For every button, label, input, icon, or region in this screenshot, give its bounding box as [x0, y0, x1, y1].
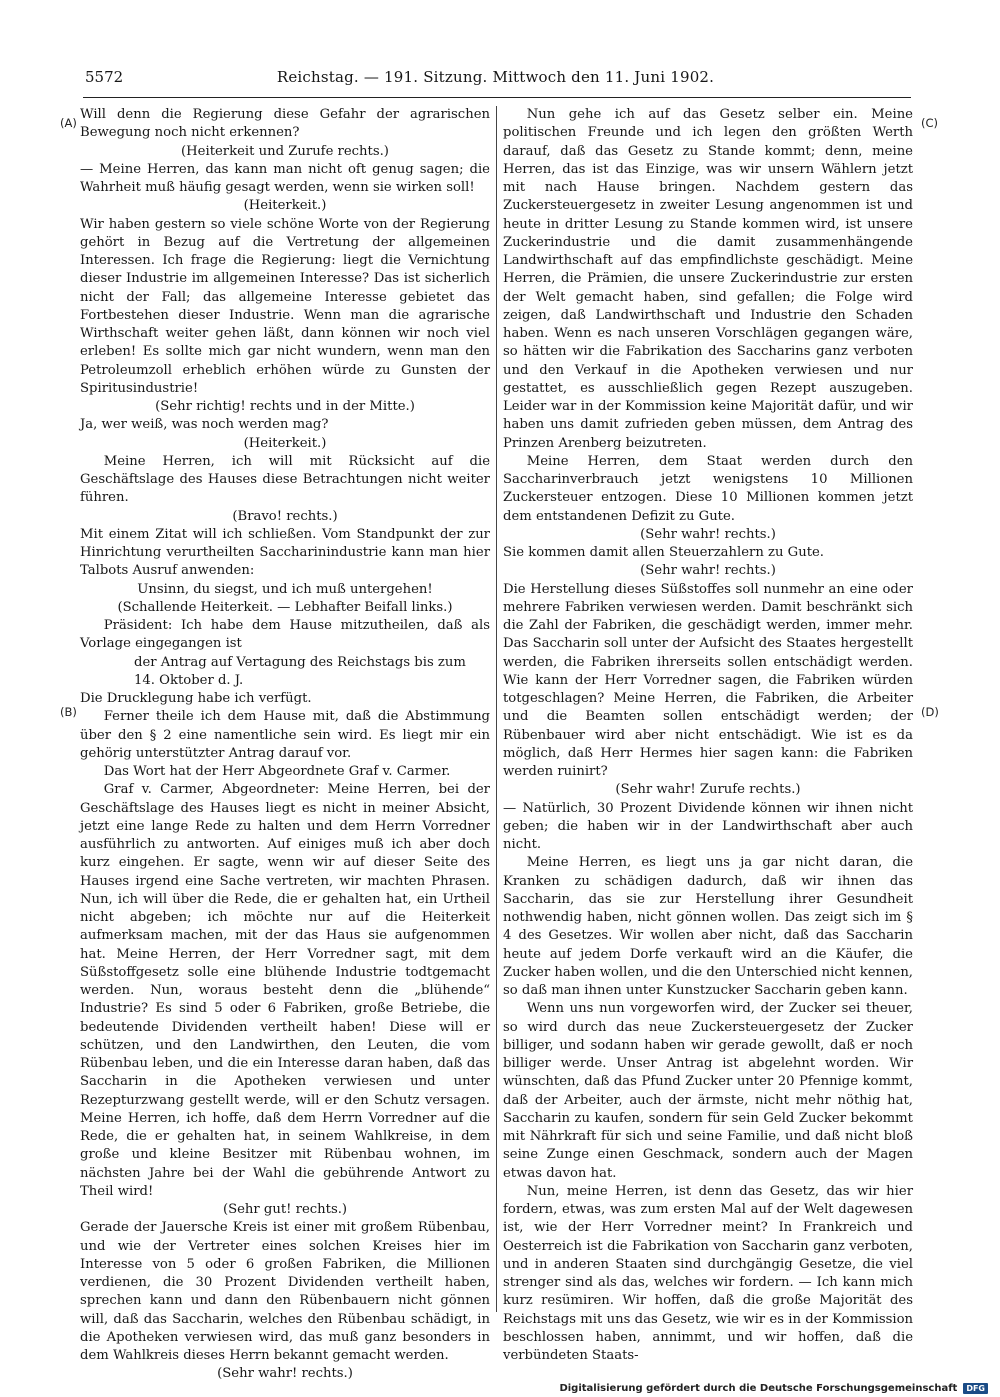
- interjection: (Heiterkeit.): [243, 435, 327, 451]
- dfg-logo: DFG: [963, 1383, 988, 1394]
- margin-marker-c: (C): [921, 116, 939, 130]
- paragraph: Meine Herren, es liegt uns ja gar nicht daran, die Kranken zu schädigen dadurch, daß wir ihnen das Saccharin, das sie zur Herstellung ihrer Gesundheit nothwendig haben, nicht gönnen wollen. Das zeigt sich im § 4 des Gesetzes. Wir wollen aber nicht, daß das Saccharin heute auf jedem Dorfe verkauft wird an die Käufer, die Zucker haben wollen, und die den Unterschied nicht kennen, so daß man ihnen unter Kunstzucker Saccharin geben kann.: [503, 855, 913, 998]
- running-title: Reichstag. — 191. Sitzung. Mittwoch den 11. Juni 1902.: [276, 68, 715, 86]
- paragraph: Meine Herren, dem Staat werden durch den Saccharinverbrauch jetzt wenigstens 10 Millionen Zuckersteuer entzogen. Diese 10 Millionen kommen jetzt dem entstandenen Defizit zu Gute.: [503, 453, 913, 524]
- paragraph: — Meine Herren, das kann man nicht oft genug sagen; die Wahrheit muß häufig gesagt werden, wenn sie wirken soll!: [80, 161, 490, 195]
- interjection: (Sehr wahr! rechts.): [640, 526, 776, 542]
- paragraph: Die Herstellung dieses Süßstoffes soll nunmehr an eine oder mehrere Fabriken verwiesen werden. Damit beschränkt sich die Zahl der Fabriken, die geschädigt werden, immer mehr. Das Saccharin soll unter der Aufsicht des Staates hergestellt werden, die Fabriken ihrerseits sollen entschädigt werden. Wie kann der Herr Vorredner sagen, die Fabriken würden totgeschlagen? Meine Herren, die Fabriken, die Arbeiter und die Beamten sollen entschädigt werden; der Rübenbauer wird aber nicht entschädigt. Wie ist es da möglich, daß Herr Hermes hier sagen kann: die Fabriken werden ruinirt?: [503, 581, 913, 779]
- paragraph: der Antrag auf Vertagung des Reichstags bis zum 14. Oktober d. J.: [134, 654, 466, 688]
- interjection: (Bravo! rechts.): [232, 508, 338, 524]
- paragraph: Das Wort hat der Herr Abgeordnete Graf v. Carmer.: [103, 764, 451, 779]
- left-column: [80, 106, 490, 1384]
- footer-credit-text: Digitalisierung gefördert durch die Deutsche Forschungsgemeinschaft: [559, 1383, 958, 1394]
- paragraph: Ferner theile ich dem Hause mit, daß die Abstimmung über den § 2 eine namentliche sein wird. Es liegt mir ein gehörig unterstützter Antrag darauf vor.: [80, 709, 490, 761]
- right-column: [503, 106, 913, 1365]
- paragraph: Nun, meine Herren, ist denn das Gesetz, das wir hier fordern, etwas, was zum ersten Mal auf der Welt dagewesen ist, wie der Herr Vorredner meint? In Frankreich und Oesterreich ist die Fabrikation von Saccharin ganz verboten, und in anderen Staaten sind durchgängig Gesetze, die viel strenger sind als das, welches wir fordern. — Ich kann mich kurz resümiren. Wir hoffen, daß die große Majorität des Reichstags mit uns das Gesetz, wie wir es in der Kommission beschlossen haben, annimmt, und wir hoffen, daß die verbündeten Staats-: [503, 1183, 913, 1363]
- page-number: 5572: [85, 68, 124, 86]
- interjection: (Schallende Heiterkeit. — Lebhafter Beifall links.): [117, 599, 453, 615]
- paragraph: Will denn die Regierung diese Gefahr der agrarischen Bewegung noch nicht erkennen?: [80, 107, 490, 141]
- paragraph: Ja, wer weiß, was noch werden mag?: [80, 417, 329, 433]
- interjection: (Sehr wahr! rechts.): [640, 563, 776, 579]
- header-rule: [83, 97, 911, 98]
- paragraph: Nun gehe ich auf das Gesetz selber ein. Meine politischen Freunde und ich legen den größten Werth darauf, daß das Gesetz zu Stande kommt; denn, meine Herren, das ist das Einzige, was wir unsern Wählern jetzt mit nach Hause bringen. Nachdem gestern das Zuckersteuergesetz in zweiter Lesung angenommen ist und heute in dritter Lesung zu Stande kommen wird, ist unsere Zuckerindustrie und die damit zusammenhängende Landwirthschaft auf das empfindlichste geschädigt. Meine Herren, die Prämien, die unsere Zuckerindustrie zur ersten der Welt gemacht haben, sind gefallen; die Folge wird zeigen, daß Landwirthschaft und Industrie den Schaden haben. Wenn es nach unseren Vorschlägen gegangen wäre, so hätten wir die Fabrikation des Saccharins ganz verboten und den Verkauf in die Apotheken verwiesen und nur gestattet, es ausschließlich gegen Rezept auszugeben. Leider war in der Kommission keine Majorität dafür, und wir haben uns damit zufrieden geben müssen, dem Antrag des Prinzen Arenberg beizutreten.: [503, 107, 913, 451]
- interjection: (Sehr wahr! Zurufe rechts.): [615, 782, 801, 798]
- paragraph: Sie kommen damit allen Steuerzahlern zu Gute.: [503, 545, 824, 560]
- paragraph: — Natürlich, 30 Prozent Dividende können wir ihnen nicht geben; die haben wir in der Landwirthschaft aber auch nicht.: [503, 800, 913, 852]
- interjection: (Sehr gut! rechts.): [222, 1202, 348, 1217]
- interjection: (Heiterkeit und Zurufe rechts.): [181, 143, 389, 159]
- paragraph: Graf v. Carmer, Abgeordneter: Meine Herren, bei der Geschäftslage des Hauses liegt es nicht in meiner Absicht, jetzt eine lange Rede zu halten und dem Herrn Vorredner ausführlich zu antworten. Auf einiges muß ich aber doch kurz eingehen. Er sagte, wenn wir auf dieser Seite des Hauses irgend eine Sache vertreten, wir machten Phrasen. Nun, ich will über die Rede, die er gehalten hat, ein Urtheil nicht abgeben; ich möchte nur auf die Heiterkeit aufmerksam machen, mit der das Haus sie aufgenommen hat. Meine Herren, der Herr Vorredner sagt, mit dem Süßstoffgesetz solle eine blühende Industrie todtgemacht werden. Nun, woraus besteht denn die „blühende“ Industrie? Es sind 5 oder 6 Fabriken, große Betriebe, die bedeutende Dividenden vertheilt haben! Diese will er schützen, und den Landwirthen, den Leuten, die vom Rübenbau leben, und die ein Interesse daran haben, daß das Saccharin in die Apotheken verwiesen und unter Rezepturzwang gestellt werde, will er den Schutz versagen. Meine Herren, ich hoffe, daß dem Herrn Vorredner auf die Rede, die er gehalten hat, in seinem Wahlkreise, in dem große und kleine Besitzer mit Rübenbau wohnen, im nächsten Jahre bei der Wahl die gebührende Antwort zu Theil wird!: [80, 782, 490, 1199]
- margin-marker-b: (B): [60, 705, 77, 719]
- interjection: (Sehr wahr! rechts.): [217, 1366, 353, 1382]
- footer-credit: [0, 1382, 988, 1396]
- paragraph: Die Drucklegung habe ich verfügt.: [80, 691, 312, 706]
- paragraph: Meine Herren, ich will mit Rücksicht auf die Geschäftslage des Hauses diese Betrachtungen nicht weiter führen.: [80, 453, 490, 506]
- paragraph: Wenn uns nun vorgeworfen wird, der Zucker sei theuer, so wird durch das neue Zuckersteuergesetz der Zucker billiger, und sodann haben wir gerade gewollt, daß er noch billiger werde. Unser Antrag ist abgelehnt worden. Wir wünschten, daß das Pfund Zucker unter 20 Pfennige kommt, daß der Arbeiter, auch der ärmste, nicht mehr nöthig hat, Saccharin zu kaufen, sondern für sein Geld Zucker bekommt mit Nährkraft für sich und seine Familie, und daß nicht bloß seine Zunge einen Geschmack, sondern auch der Magen etwas davon hat.: [503, 1001, 913, 1181]
- paragraph: Mit einem Zitat will ich schließen. Vom Standpunkt der zur Hinrichtung verurtheilten Saccharinindustrie kann man hier Talbots Ausruf anwenden:: [80, 526, 490, 579]
- paragraph: Gerade der Jauersche Kreis ist einer mit großem Rübenbau, und wie der Vertreter eines solchen Kreises hier im Interesse von 5 oder 6 großen Fabriken, die Millionen verdienen, die 30 Prozent Dividenden vertheilt haben, sprechen kann und dann den Rübenbauern nicht gönnen will, daß das Saccharin, welches den Rübenbau schädigt, in die Apotheken verwiesen wird, das muß ganz besonders in dem Wahlkreis dieses Herrn bekannt gemacht werden.: [80, 1220, 490, 1363]
- interjection: (Sehr richtig! rechts und in der Mitte.): [155, 399, 415, 414]
- interjection: (Heiterkeit.): [243, 198, 327, 214]
- page-header: [85, 66, 906, 88]
- interjection: Unsinn, du siegst, und ich muß untergehen!: [137, 581, 433, 597]
- paragraph: Präsident: Ich habe dem Hause mitzutheilen, daß als Vorlage eingegangen ist: [80, 618, 490, 652]
- paragraph: Wir haben gestern so viele schöne Worte von der Regierung gehört in Bezug auf die Vertretung der allgemeinen Interessen. Ich frage die Regierung: liegt die Vernichtung dieser Industrie im allgemeinen Interesse? Das ist sicherlich nicht der Fall; das allgemeine Interesse gebietet das Fortbestehen dieser Industrie. Wenn man die agrarische Wirthschaft weiter gehen läßt, dann können wir noch viel erleben! Es sollte mich gar nicht wundern, wenn man den Petroleumzoll erheblich erhöhen würde zu Gunsten der Spiritusindustrie!: [80, 216, 490, 396]
- margin-marker-d: (D): [921, 705, 939, 719]
- column-separator: [496, 106, 497, 1312]
- margin-marker-a: (A): [60, 116, 77, 130]
